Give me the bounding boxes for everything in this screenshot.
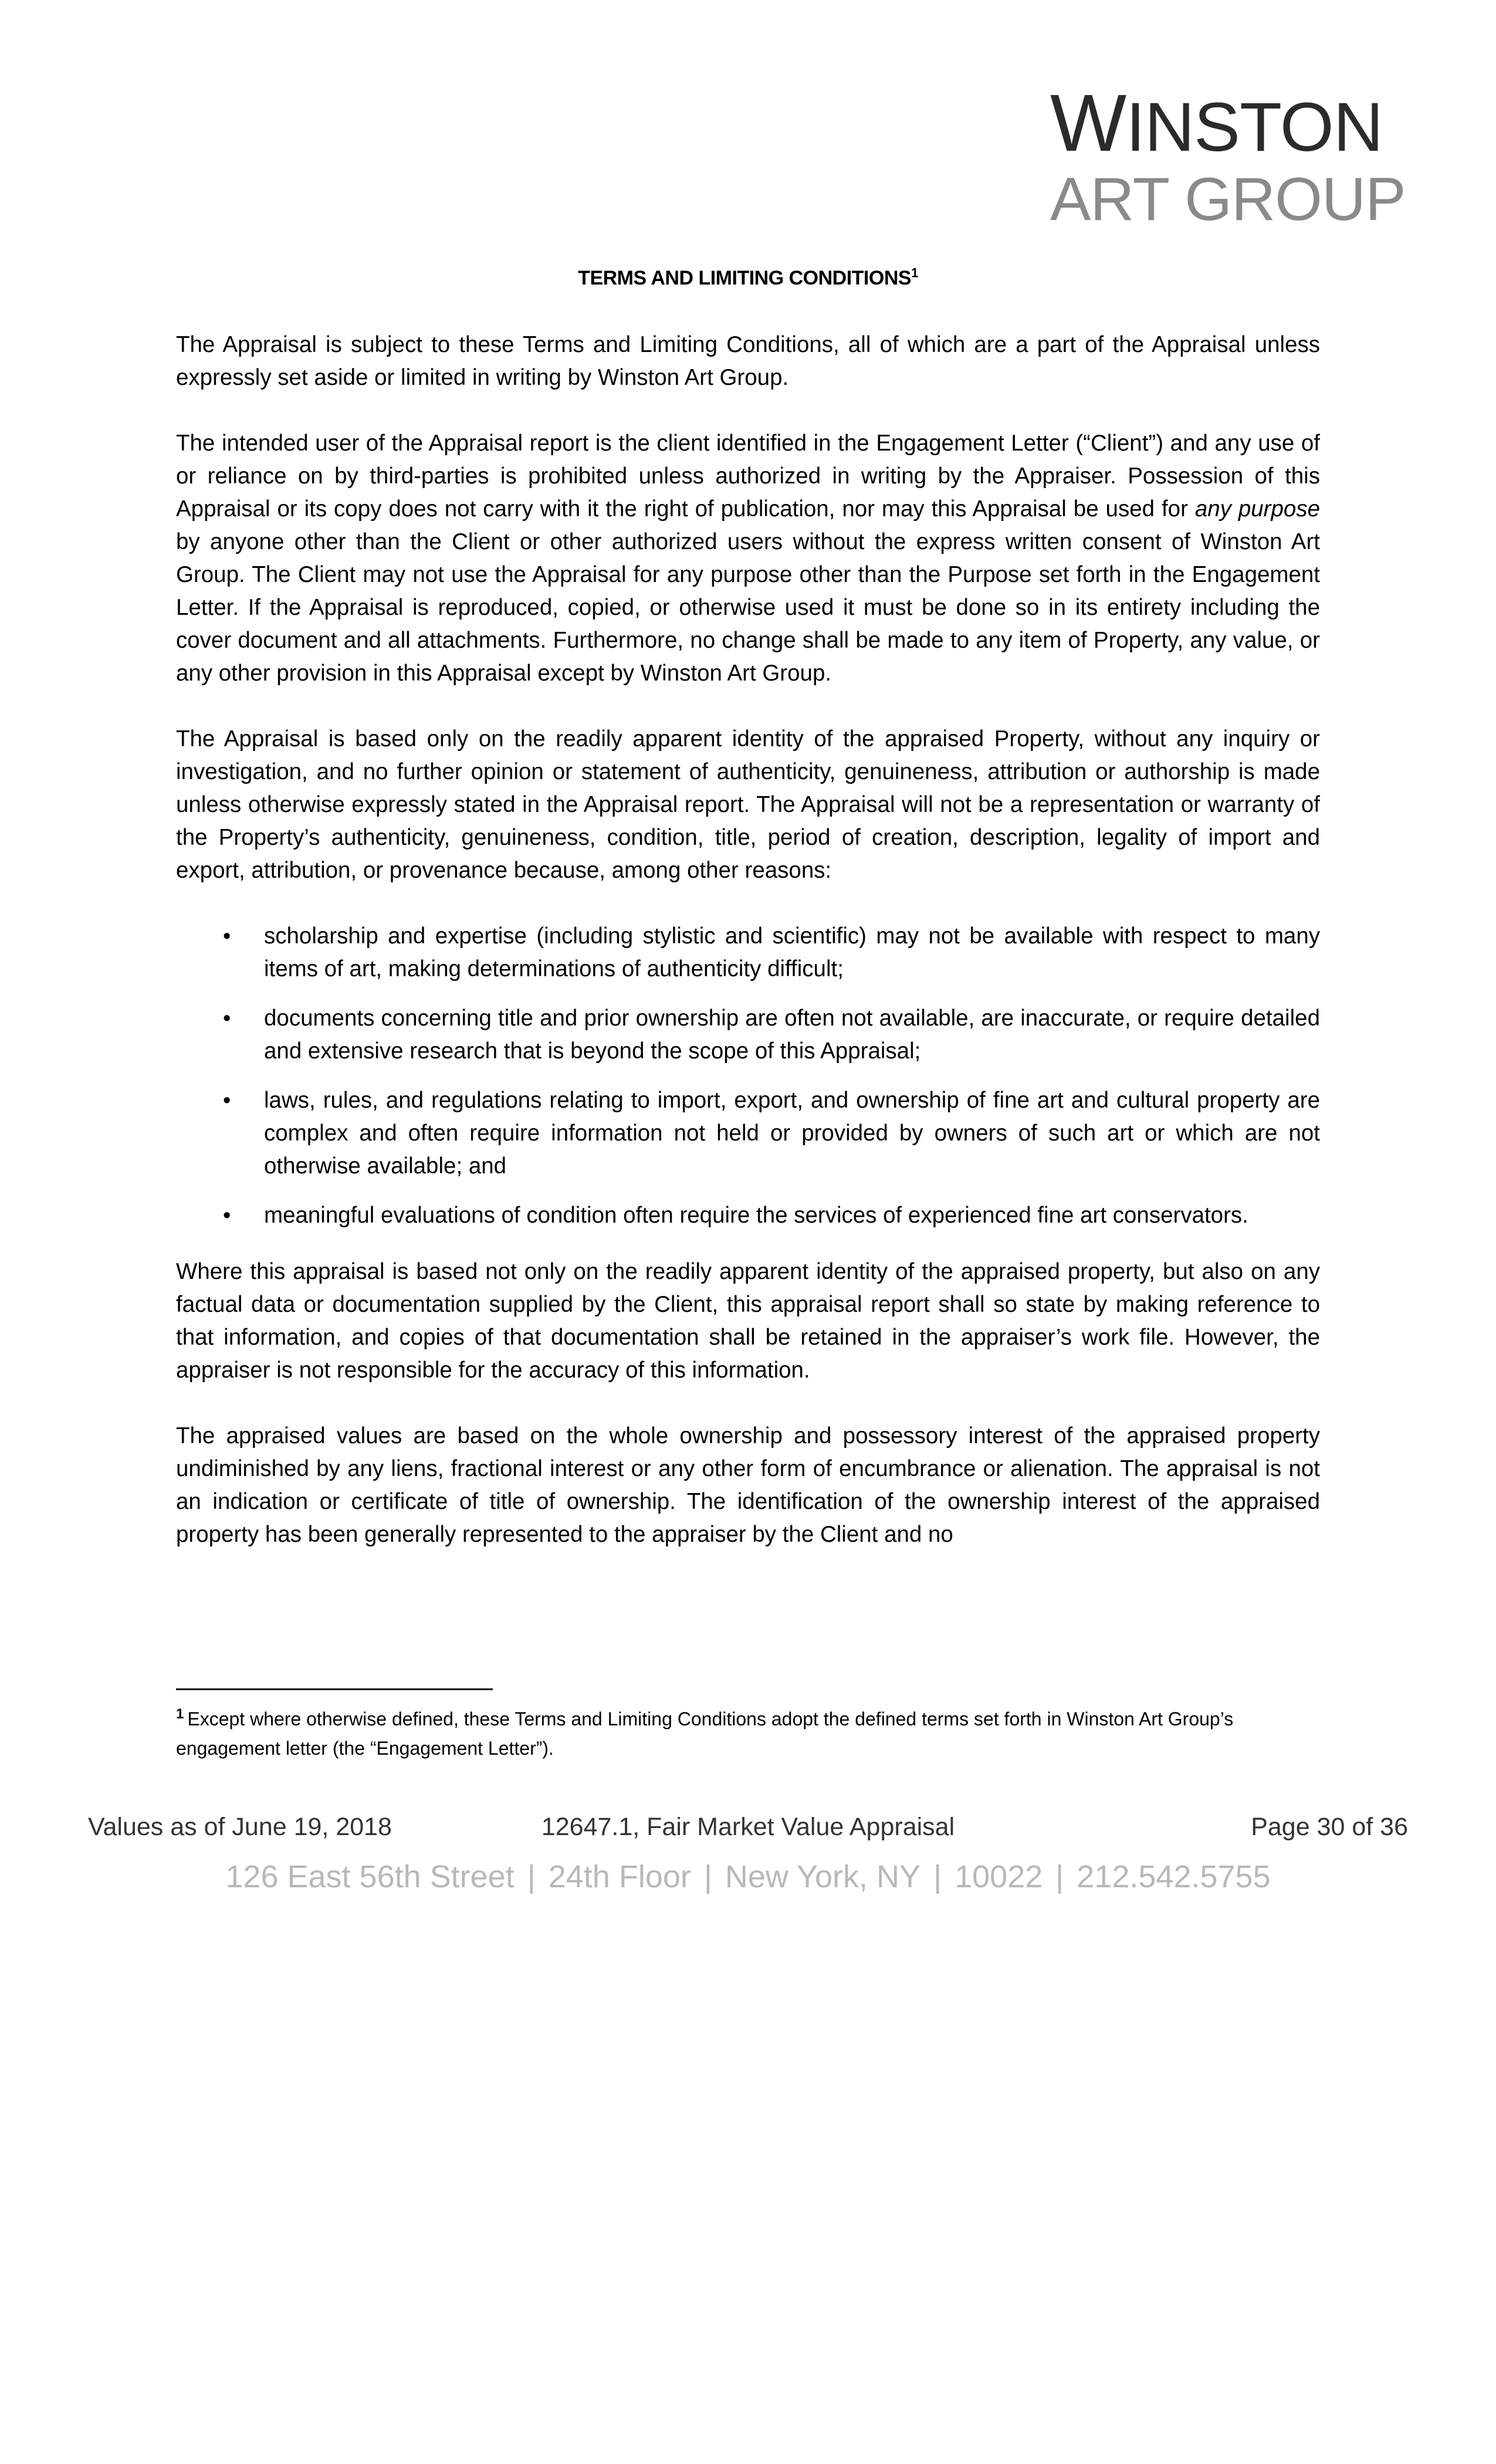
bullet-icon: • (223, 1006, 231, 1031)
paragraph-5: The appraised values are based on the whole ownership and possessory interest of the appraised property undiminished by any liens, fractional interest or any other form of encumbrance or alienation. The appraisal is not an indication or certificate of title of ownership. The identification of the ownership interest of the appraised property has been generally represented to the appraiser by the Client and no (176, 1423, 1320, 1547)
list-item-text: documents concerning title and prior ownership are often not available, are inaccurate, or require detailed and extensive research that is beyond the scope of this Appraisal; (264, 1006, 1320, 1064)
list-item-text: scholarship and expertise (including stylistic and scientific) may not be available with respect to many items of art, making determinations of authenticity difficult; (264, 923, 1320, 981)
address-floor: 24th Floor (548, 1859, 691, 1894)
address-city: New York, NY (725, 1859, 921, 1894)
list-item (176, 1002, 1320, 1068)
address-zip: 10022 (955, 1859, 1043, 1894)
footer-values-date: Values as of June 19, 2018 (88, 1813, 392, 1841)
bullet-icon: • (223, 1203, 231, 1228)
logo-line-winston (1050, 78, 1383, 170)
page-title (0, 267, 1496, 290)
list-item (176, 1199, 1320, 1232)
address-street: 126 East 56th Street (225, 1859, 515, 1894)
list-item-text: laws, rules, and regulations relating to import, export, and ownership of fine art and cultural property are complex and often require information not held or provided by owners of such art or which are not otherwise available; and (264, 1088, 1320, 1179)
address-separator: | (703, 1859, 712, 1894)
list-item (176, 920, 1320, 986)
footnote-divider (176, 1688, 493, 1690)
list-item (176, 1084, 1320, 1183)
address-separator: | (933, 1859, 942, 1894)
paragraph-2-part-2: by anyone other than the Client or other authorized users without the express written consent of Winston Art Group. The Client may not use the Appraisal for any purpose other than the Purpose set forth in the Engagement Letter. If the Appraisal is reproduced, copied, or otherwise used it must be done so in its entirety including the cover document and all attachments. Furthermore, no change shall be made to any item of Property, any value, or any other provision in this Appraisal except by Winston Art Group. (176, 529, 1320, 686)
document-body (176, 329, 1320, 1551)
footnote-text: Except where otherwise defined, these Terms and Limiting Conditions adopt the defined terms set forth in Winston Art Group’s engagement letter (the “Engagement Letter”). (176, 1708, 1234, 1759)
logo-line-art-group: ART GROUP (1050, 165, 1406, 233)
paragraph-2 (176, 427, 1320, 690)
paragraph-2-emphasis: any purpose (1194, 496, 1320, 522)
footer-report-name: 12647.1, Fair Market Value Appraisal (541, 1813, 955, 1841)
reasons-list (176, 920, 1320, 1232)
footnote-marker: 1 (176, 1706, 184, 1722)
bullet-icon: • (223, 924, 231, 949)
paragraph-3: The Appraisal is based only on the readily apparent identity of the appraised Property, without any inquiry or investigation, and no further opinion or statement of authenticity, genuineness, attribution or authorship is made unless otherwise expressly stated in the Appraisal report. The Appraisal will not be a representation or warranty of the Property’s authenticity, genuineness, condition, title, period of creation, description, legality of import and export, attribution, or provenance because, among other reasons: (176, 726, 1320, 883)
paragraph-4: Where this appraisal is based not only on the readily apparent identity of the appraised property, but also on any factual data or documentation supplied by the Client, this appraisal report shall so state by making reference to that information, and copies of that documentation shall be retained in the appraiser’s work file. However, the appraiser is not responsible for the accuracy of this information. (176, 1259, 1320, 1383)
bullet-icon: • (223, 1088, 231, 1113)
page-footer (88, 1813, 1408, 1848)
footer-address (0, 1859, 1496, 1895)
footnote (176, 1704, 1320, 1763)
title-footnote-ref: 1 (911, 265, 918, 280)
winston-art-group-logo (1050, 78, 1406, 233)
paragraph-2-part-1: The intended user of the Appraisal report is the client identified in the Engagement Letter (“Client”) and any use of or reliance on by third-parties is prohibited unless authorized in writing by the Appraiser. Possession of this Appraisal or its copy does not carry with it the right of publication, nor may this Appraisal be used for (176, 431, 1320, 522)
address-separator: | (527, 1859, 536, 1894)
logo-rest: INSTON (1126, 89, 1383, 166)
footer-page-number: Page 30 of 36 (1251, 1813, 1408, 1841)
page-title-text: TERMS AND LIMITING CONDITIONS (578, 267, 912, 289)
logo-initial: W (1050, 78, 1126, 168)
address-phone: 212.542.5755 (1077, 1859, 1271, 1894)
list-item-text: meaningful evaluations of condition often require the services of experienced fine art conservators. (264, 1203, 1248, 1228)
address-separator: | (1055, 1859, 1064, 1894)
paragraph-1: The Appraisal is subject to these Terms and Limiting Conditions, all of which are a part of the Appraisal unless expressly set aside or limited in writing by Winston Art Group. (176, 332, 1320, 390)
